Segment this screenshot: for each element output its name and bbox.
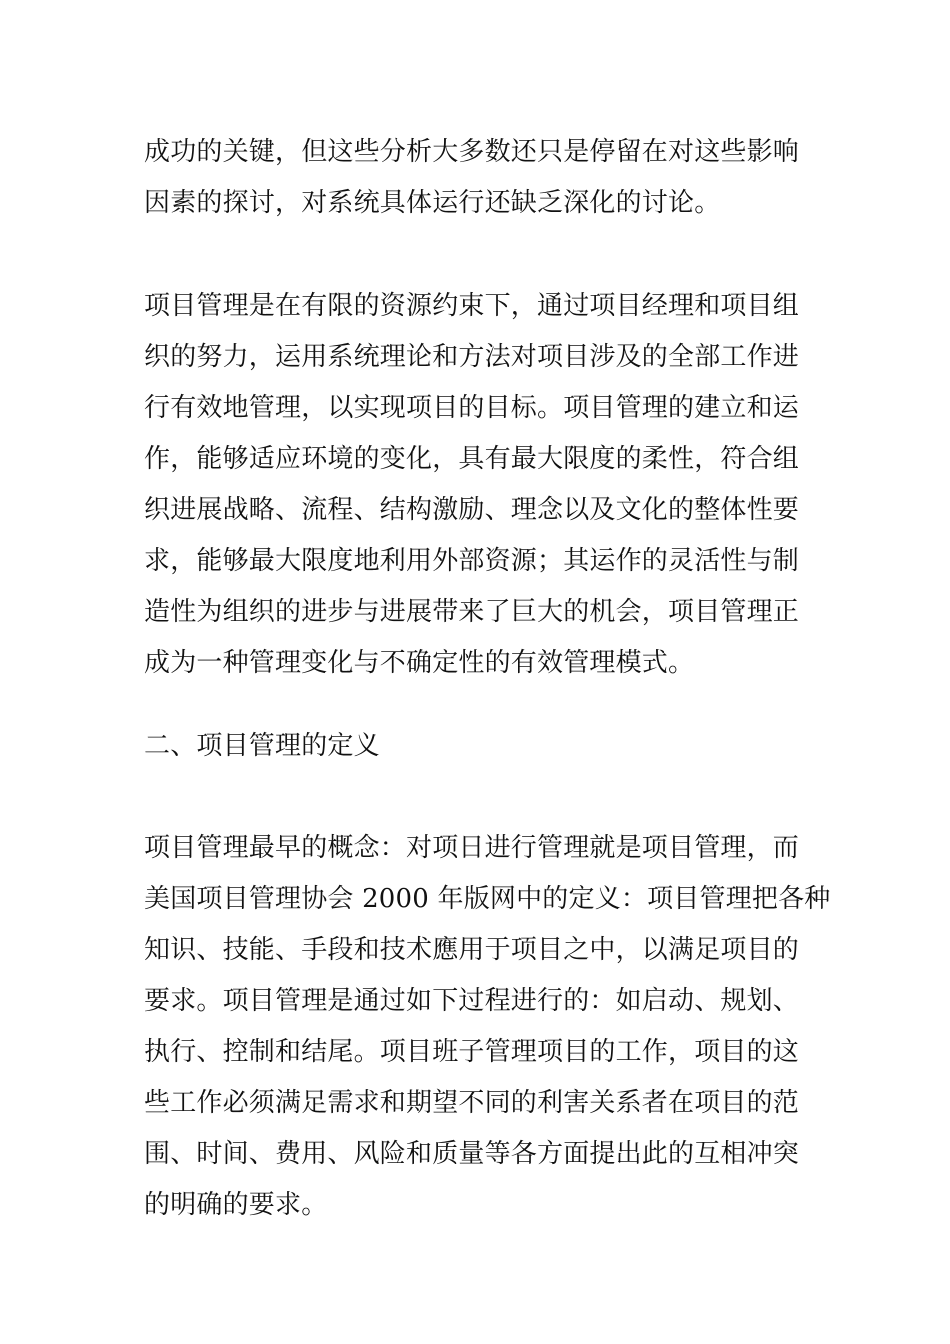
- paragraph-line: 知识、技能、手段和技术應用于项目之中，以满足项目的: [144, 935, 800, 965]
- paragraph-line: 些工作必须满足需求和期望不同的利害关系者在项目的范: [144, 1088, 800, 1118]
- paragraph-line: 求，能够最大限度地利用外部资源；其运作的灵活性与制: [144, 546, 800, 576]
- paragraph-line: 造性为组织的进步与进展带来了巨大的机会，项目管理正: [144, 597, 800, 627]
- paragraph-line: 要求。项目管理是通过如下过程进行的：如启动、规划、: [144, 986, 800, 1016]
- paragraph-line: 项目管理最早的概念：对项日进行管理就是项目管理，而: [144, 833, 800, 863]
- paragraph-line: 执行、控制和结尾。项目班子管理项目的工作，项目的这: [144, 1037, 800, 1067]
- paragraph-line: 成为一种管理变化与不确定性的有效管理模式。: [144, 648, 695, 678]
- paragraph-line: 作，能够适应环境的变化，具有最大限度的柔性，符合组: [144, 444, 800, 474]
- paragraph-line: 织进展战略、流程、结构激励、理念以及文化的整体性要: [144, 495, 800, 525]
- paragraph-line: 美国项目管理协会 2000 年版网中的定义：项目管理把各种: [144, 884, 831, 914]
- paragraph-line: 行有效地管理，以实现项目的目标。项目管理的建立和运: [144, 393, 800, 423]
- paragraph-line: 成功的关键，但这些分析大多数还只是停留在对这些影响: [144, 137, 800, 167]
- paragraph-line: 因素的探讨，对系统具体运行还缺乏深化的讨论。: [144, 188, 721, 218]
- paragraph-line: 围、时间、费用、风险和质量等各方面提出此的互相冲突: [144, 1139, 800, 1169]
- paragraph-line: 项目管理是在有限的资源约束下，通过项目经理和项目组: [144, 291, 800, 321]
- section-heading: 二、项目管理的定义: [144, 731, 380, 761]
- paragraph-line: 的明确的要求。: [144, 1190, 328, 1220]
- paragraph-line: 织的努力，运用系统理论和方法对项目涉及的全部工作进: [144, 342, 800, 372]
